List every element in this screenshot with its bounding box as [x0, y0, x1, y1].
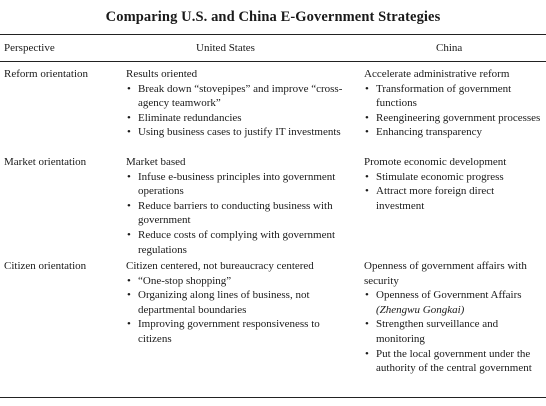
row-reform-us	[126, 67, 354, 140]
list-item: • Put the local government under the authority of the central government	[365, 347, 532, 375]
row-market-us	[126, 155, 354, 257]
china-lead: Openness of government affairs with security	[364, 260, 527, 287]
row-reform-perspective: Reform orientation	[4, 68, 89, 80]
list-item: • Reengineering government processes	[365, 111, 541, 124]
us-lead: Market based	[126, 156, 186, 168]
row-citizen-perspective: Citizen orientation	[4, 260, 87, 272]
table-title: Comparing U.S. and China E-Government Strategies	[105, 9, 441, 25]
row-citizen-us	[126, 259, 354, 347]
top-rule	[0, 34, 546, 35]
list-item: • Break down “stovepipes” and improve “cross-agency teamwork”	[127, 82, 343, 110]
china-lead: Promote economic development	[364, 156, 507, 168]
list-item: • Reduce barriers to conducting business with government	[127, 199, 333, 227]
header-united-states: United States	[196, 42, 255, 54]
list-item: • Eliminate redundancies	[127, 111, 242, 124]
list-item: • Enhancing transparency	[365, 126, 482, 139]
list-item: • Strengthen surveillance and monitoring	[365, 318, 499, 345]
row-reform-china	[364, 67, 542, 140]
us-lead: Citizen centered, not bureaucracy centered	[126, 260, 314, 272]
list-item: • “One-stop shopping”	[127, 274, 232, 287]
china-lead: Accelerate administrative reform	[364, 68, 510, 80]
us-lead: Results oriented	[126, 68, 198, 80]
list-item: • Stimulate economic progress	[365, 170, 504, 183]
list-item: • Organizing along lines of business, not departmental boundaries	[127, 289, 310, 316]
list-item: • Infuse e-business principles into government operations	[127, 170, 336, 198]
row-market-china	[364, 155, 542, 213]
header-rule	[0, 61, 546, 62]
pinyin-note: (Zhengwu Gongkai)	[376, 303, 465, 316]
list-item: • Improving government responsiveness to citizens	[127, 318, 320, 345]
list-item: • Transformation of government functions	[365, 82, 512, 110]
list-item: • Openness of Government Affairs (Zhengwu Gongkai)	[365, 289, 522, 316]
header-perspective: Perspective	[4, 42, 55, 54]
list-item: • Attract more foreign direct investment	[365, 185, 495, 212]
bottom-rule	[0, 397, 546, 398]
row-market-perspective: Market orientation	[4, 156, 87, 168]
header-china: China	[436, 42, 463, 54]
list-item: • Using business cases to justify IT investments	[127, 126, 341, 139]
row-citizen-china	[364, 259, 542, 376]
list-item: • Reduce costs of complying with government regulations	[127, 228, 336, 256]
